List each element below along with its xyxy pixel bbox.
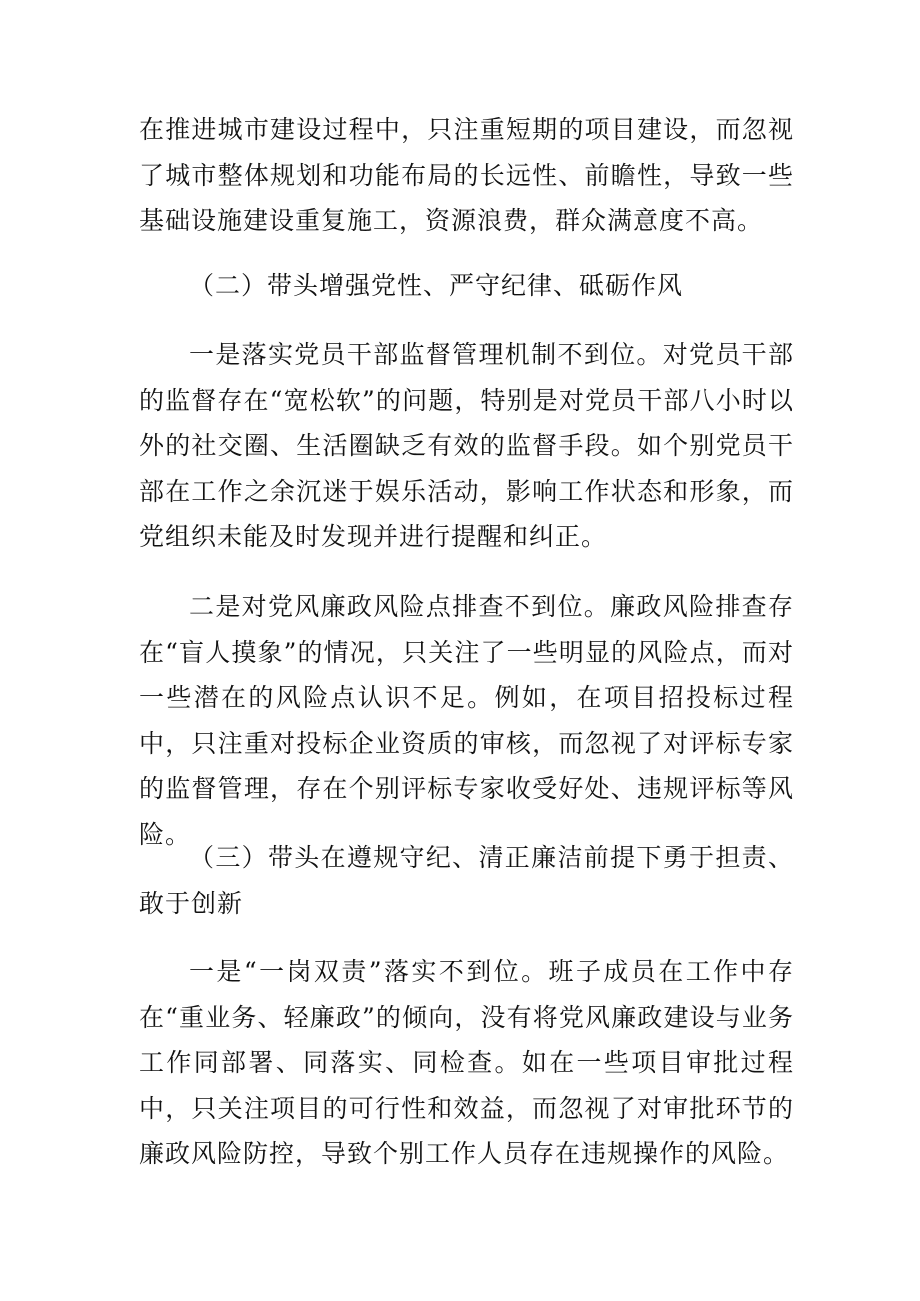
paragraph-one-post-two-duties: 一是“一岗双责”落实不到位。班子成员在工作中存在“重业务、轻廉政”的倾向，没有将党风廉政建设与业务工作同部署、同落实、同检查。如在一些项目审批过程中，只关注项目的可行性和效益，而忽视了对审批环节的廉政风险防控，导致个别工作人员存在违规操作的风险。 — [139, 957, 794, 1168]
section-heading-2: （二）带头增强党性、严守纪律、砥砺作风 — [189, 271, 684, 300]
paragraph-supervision-mechanism: 一是落实党员干部监督管理机制不到位。对党员干部的监督存在“宽松软”的问题，特别是对党员干部八小时以外的社交圈、生活圈缺乏有效的监督手段。如个别党员干部在工作之余沉迷于娱乐活动，影响工作状态和形象，而党组织未能及时发现并进行提醒和纠正。 — [139, 340, 794, 551]
section-heading-3: （三）带头在遵规守纪、清正廉洁前提下勇于担责、敢于创新 — [139, 843, 794, 918]
paragraph-risk-points: 二是对党风廉政风险点排查不到位。廉政风险排查存在“盲人摸象”的情况，只关注了一些明显的风险点，而对一些潜在的风险点认识不足。例如，在项目招投标过程中，只注重对投标企业资质的审核，而忽视了对评标专家的监督管理，存在个别评标专家收受好处、违规评标等风险。 — [139, 592, 794, 849]
paragraph-city-construction: 在推进城市建设过程中，只注重短期的项目建设，而忽视了城市整体规划和功能布局的长远性、前瞻性，导致一些基础设施建设重复施工，资源浪费，群众满意度不高。 — [139, 115, 794, 235]
